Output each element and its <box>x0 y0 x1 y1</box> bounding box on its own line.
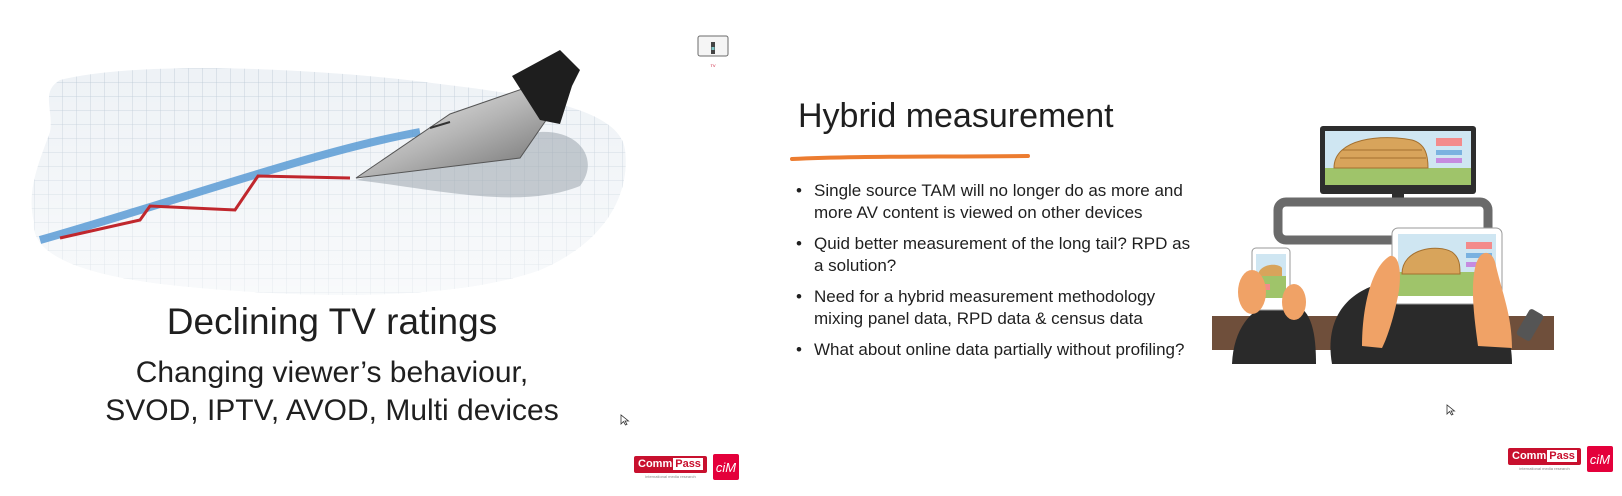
television-icon <box>1320 126 1476 206</box>
bullet-list <box>794 180 1194 371</box>
bullet-marker: • <box>796 234 802 253</box>
title-underline <box>790 152 1030 164</box>
bullet-item <box>794 339 1194 361</box>
slide-hybrid-measurement <box>780 0 1622 496</box>
tv-mini-icon-label: TV <box>710 63 716 68</box>
slide-declining-tv-ratings <box>0 0 760 496</box>
bullet-marker: • <box>796 287 802 306</box>
slide-subtitle <box>0 354 664 430</box>
commpass-logo <box>1508 448 1581 471</box>
commpass-logo-pass: Pass <box>1549 449 1575 462</box>
slide-title: Hybrid measurement <box>798 97 1114 135</box>
bullet-text: Single source TAM will no longer do as more and more AV content is viewed on other devices <box>814 181 1183 222</box>
commpass-tagline: international media research <box>645 473 696 479</box>
cursor-icon <box>1446 404 1456 416</box>
commpass-logo-pass: Pass <box>675 457 701 470</box>
brand-logos <box>1508 446 1613 472</box>
bullet-item <box>794 233 1194 276</box>
commpass-logo-comm: Comm <box>1512 449 1547 462</box>
bullet-marker: • <box>796 340 802 359</box>
cursor-icon <box>620 414 630 426</box>
commpass-tagline: international media research <box>1519 465 1570 471</box>
multi-device-illustration <box>1212 116 1562 364</box>
bullet-text: Quid better measurement of the long tail? RPD as a solution? <box>814 234 1191 275</box>
bullet-item <box>794 286 1194 329</box>
slide-title: Declining TV ratings <box>166 301 498 342</box>
bullet-text: Need for a hybrid measurement methodology mixing panel data, RPD data & census data <box>814 287 1156 328</box>
bullet-marker: • <box>796 181 802 200</box>
subtitle-line-2: SVOD, IPTV, AVOD, Multi devices <box>105 394 559 427</box>
cim-logo: ciM <box>1587 446 1613 472</box>
tv-mini-icon <box>696 34 730 70</box>
subtitle-line-1: Changing viewer’s behaviour, <box>135 356 529 389</box>
declining-chart-pen-illustration <box>20 40 660 310</box>
bullet-item <box>794 180 1194 223</box>
brand-logos <box>634 454 739 480</box>
commpass-logo-comm: Comm <box>638 457 673 470</box>
commpass-logo <box>634 456 707 479</box>
bullet-text: What about online data partially without profiling? <box>814 340 1185 359</box>
cim-logo: ciM <box>713 454 739 480</box>
